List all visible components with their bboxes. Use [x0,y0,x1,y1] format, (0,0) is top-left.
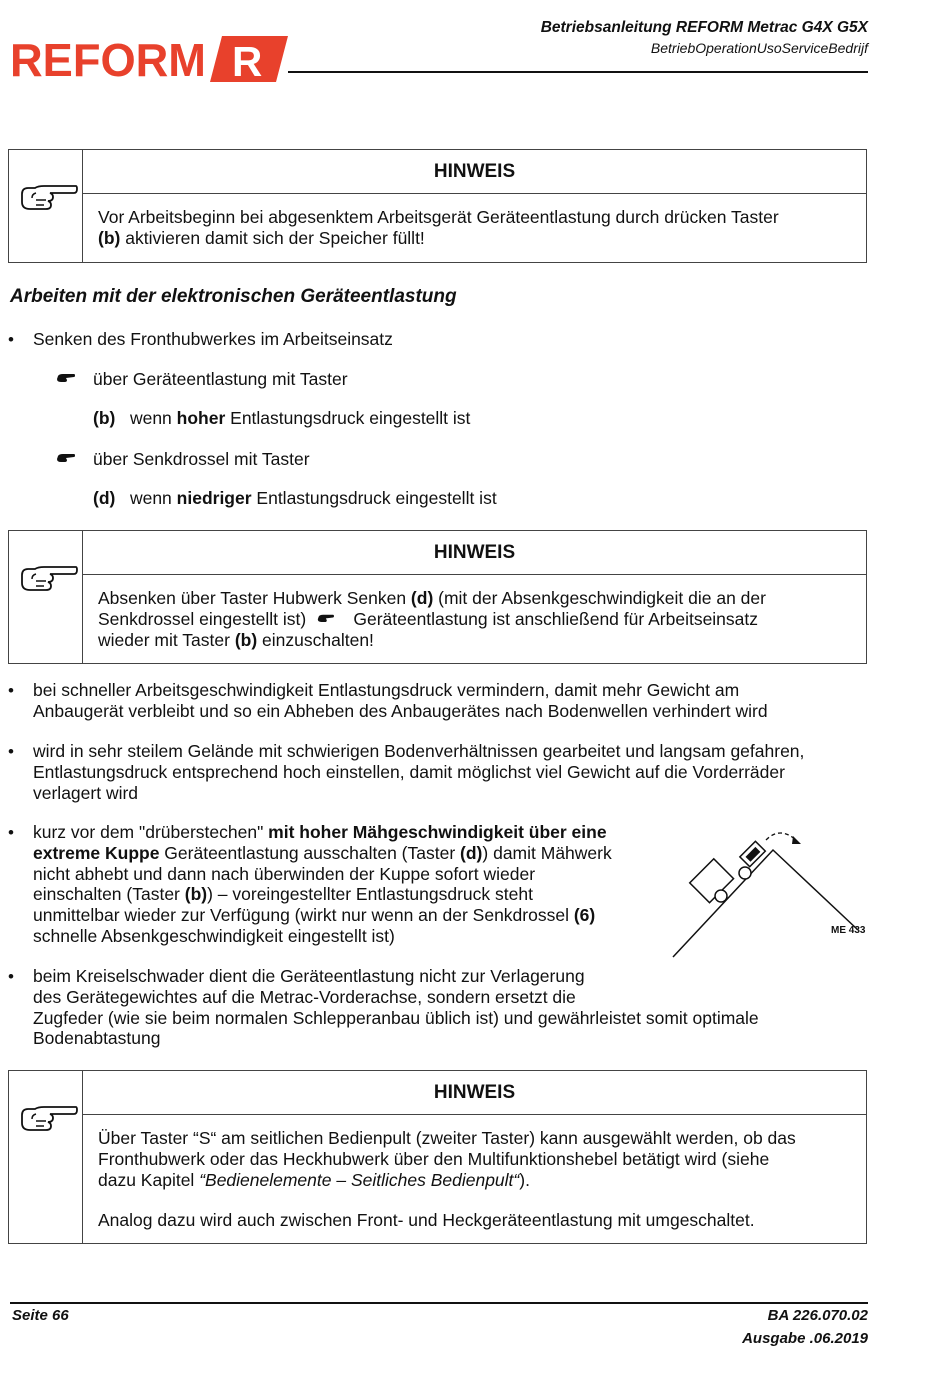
note-line: Analog dazu wird auch zwischen Front- und Heckgeräteentlastung mit umgeschaltet. [98,1210,755,1230]
note-body [98,207,848,249]
sub-item-detail: (d) wenn niedriger Entlastungsdruck eingestellt ist [93,488,497,508]
note-line: wieder mit Taster (b) einzuschalten! [98,630,374,650]
header-rule [288,71,868,73]
note-box-3 [8,1070,867,1244]
bullet: • [8,742,14,761]
note-heading: HINWEIS [83,531,866,575]
note-box-1 [8,149,867,263]
note-line: Fronthubwerk oder das Heckhubwerk über den Multifunktionshebel betätigt wird (siehe [98,1149,770,1169]
note-hand-cell [9,1071,83,1243]
note-line: Senkdrossel eingestellt ist) Geräteentlastung ist anschließend für Arbeitseinsatz [98,609,759,629]
diagram-label: ME 433 [831,925,866,936]
reform-logo [10,34,290,84]
note-heading: HINWEIS [83,150,866,194]
note-line: dazu Kapitel “Bedienelemente – Seitliches Bedienpult“). [98,1170,530,1190]
edition: Ausgabe .06.2019 [742,1330,868,1347]
list-item: kurz vor dem "drüberstechen" mit hoher Mähgeschwindigkeit über eine extreme Kuppe Geräteentlastung ausschalten (Taster (d)) damit Mähwerk nicht abhebt und dann nach überwinden der Kuppe sofort wieder einschalten (Taster (b)) – voreingestellter Entlastungsdruck steht unmittelbar wieder zur Verfügung (wirkt nur wenn an der Senkdrossel (6) schnelle Absenkgeschwindigkeit eingestellt ist) [33,822,612,946]
bullet: • [8,330,14,349]
bullet: • [8,823,14,842]
pointing-hand-icon [18,559,78,593]
bullet: • [8,967,14,986]
note-heading: HINWEIS [83,1071,866,1115]
note-body [98,1128,848,1231]
bullet: • [8,681,14,700]
list-item: beim Kreiselschwader dient die Geräteentlastung nicht zur Verlagerung des Gerätegewichtes auf die Metrac-Vorderachse, sondern ersetzt die Zugfeder (wie sie beim normalen Schlepperanbau üblich ist) und gewährleistet somit optimale Bodenabtastung [33,966,759,1049]
note-line: (b) aktivieren damit sich der Speicher füllt! [98,228,425,248]
note-line: Über Taster “S“ am seitlichen Bedienpult (zweiter Taster) kann ausgewählt werden, ob das [98,1128,796,1148]
sub-item-detail: (b) wenn hoher Entlastungsdruck eingestellt ist [93,408,471,428]
pointing-hand-icon [18,178,78,212]
list-item: Senken des Fronthubwerkes im Arbeitseinsatz [33,329,393,349]
section-title: Arbeiten mit der elektronischen Geräteentlastung [10,286,457,307]
crest-diagram [668,822,873,962]
list-item: wird in sehr steilem Gelände mit schwierigen Bodenverhältnissen gearbeitet und langsam gefahren, Entlastungsdruck entsprechend hoch einstellen, damit möglichst viel Gewicht auf die Vorderräder verlagert wird [33,741,805,803]
list-item: bei schneller Arbeitsgeschwindigkeit Entlastungsdruck vermindern, damit mehr Gewicht am Anbaugerät verbleibt und so ein Abheben des Anbaugerätes nach Bodenwellen verhindert wird [33,680,768,721]
note-hand-cell [9,150,83,262]
note-line: Absenken über Taster Hubwerk Senken (d) (mit der Absenkgeschwindigkeit die an der [98,588,766,608]
header-title: Betriebsanleitung REFORM Metrac G4X G5X [540,19,868,36]
pointing-hand-small-icon [55,451,75,463]
logo-text: REFORM [10,34,206,84]
note-box-2 [8,530,867,664]
page-number: Seite 66 [12,1307,69,1324]
note-line: Vor Arbeitsbeginn bei abgesenktem Arbeitsgerät Geräteentlastung durch drücken Taster [98,207,779,227]
note-hand-cell [9,531,83,663]
pointing-hand-icon [18,1099,78,1133]
pointing-hand-small-icon [55,371,75,383]
note-body [98,588,848,651]
document-number: BA 226.070.02 [767,1307,868,1324]
sub-item: über Senkdrossel mit Taster [93,449,310,469]
header-subtitle: BetriebOperationUsoServiceBedrijf [650,40,868,56]
logo-letter: R [232,38,263,84]
footer-rule [10,1302,868,1304]
pointing-hand-small-icon [316,612,334,623]
sub-item: über Geräteentlastung mit Taster [93,369,348,389]
